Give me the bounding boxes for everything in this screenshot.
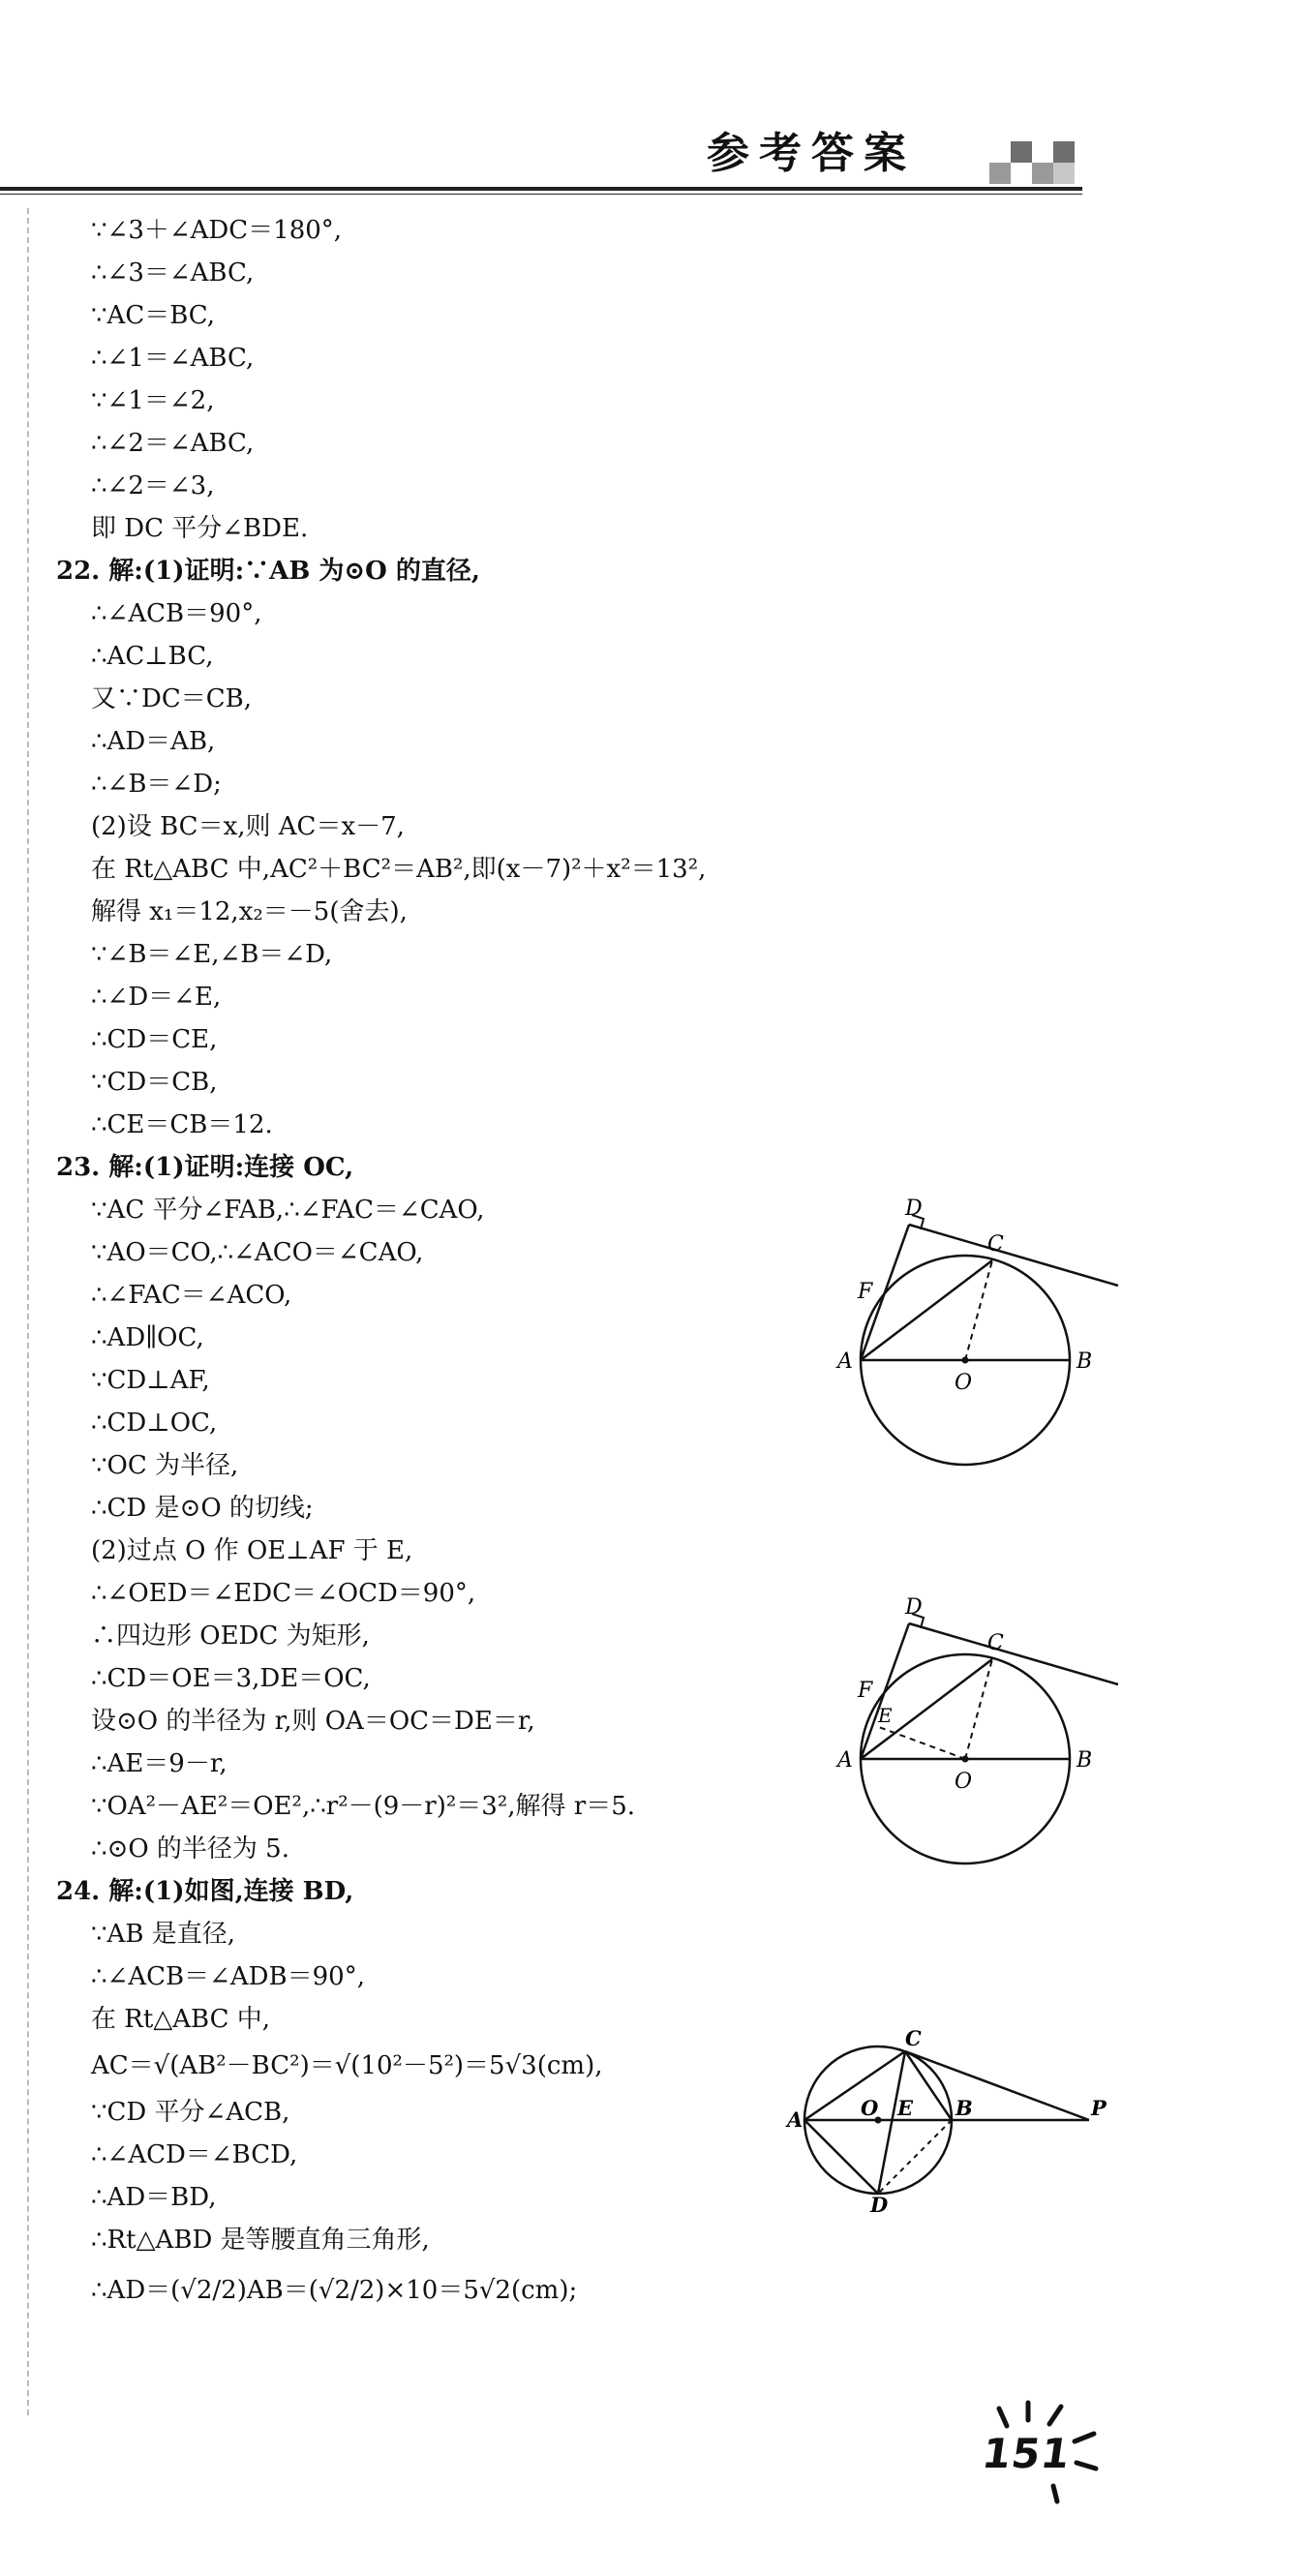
- text-line: ∴AC⊥BC,: [91, 642, 214, 671]
- header-checker-decoration: [989, 130, 1084, 184]
- text-line: ∴∠OED＝∠EDC＝∠OCD＝90°,: [91, 1579, 476, 1608]
- text-line: ∴AE＝9－r,: [91, 1749, 227, 1778]
- text-line: ∴⊙O 的半径为 5.: [91, 1834, 289, 1864]
- text-line: ∴∠3＝∠ABC,: [91, 258, 255, 288]
- text-line: ∴CD＝OE＝3,DE＝OC,: [91, 1664, 371, 1693]
- text-line: ∵∠B＝∠E,∠B＝∠D,: [91, 940, 333, 969]
- text-line: ∵OA²－AE²＝OE²,∴r²－(9－r)²＝3²,解得 r＝5.: [91, 1792, 636, 1821]
- text-line: ∵∠3＋∠ADC＝180°,: [91, 216, 343, 245]
- page-number: 151: [979, 2430, 1075, 2477]
- text-line: ∴∠FAC＝∠ACO,: [91, 1281, 292, 1310]
- text-line: ∴∠2＝∠3,: [91, 471, 215, 500]
- text-line: ∴AD∥OC,: [91, 1323, 204, 1352]
- problem-24-heading: 24. 解:(1)如图,连接 BD,: [56, 1877, 354, 1906]
- text-line: ∴∠D＝∠E,: [91, 983, 222, 1012]
- text-line: 设⊙O 的半径为 r,则 OA＝OC＝DE＝r,: [91, 1707, 535, 1736]
- text-line: ∴∠2＝∠ABC,: [91, 429, 255, 458]
- text-line: ∴Rt△ABD 是等腰直角三角形,: [91, 2226, 430, 2255]
- figure-label: D: [905, 1595, 923, 1620]
- figure-label: E: [897, 2096, 914, 2120]
- text-line: 即 DC 平分∠BDE.: [91, 514, 309, 543]
- text-line: ∴CD⊥OC,: [91, 1409, 218, 1438]
- geometry-figure-2: [833, 1595, 1123, 1873]
- text-line: AC＝√(AB²－BC²)＝√(10²－5²)＝5√3(cm),: [91, 2051, 603, 2080]
- figure-label: C: [905, 2026, 922, 2050]
- figure-label: A: [837, 1349, 853, 1374]
- margin-dashed-rule: [27, 208, 29, 2415]
- figure-label: C: [987, 1232, 1004, 1257]
- text-line: ∴AD＝(√2/2)AB＝(√2/2)×10＝5√2(cm);: [91, 2276, 578, 2305]
- text-line: ∵AO＝CO,∴∠ACO＝∠CAO,: [91, 1238, 424, 1267]
- figure-label: A: [837, 1748, 853, 1773]
- figure-label: O: [861, 2096, 879, 2120]
- figure-label: D: [905, 1197, 923, 1221]
- figure-label: F: [858, 1280, 873, 1304]
- geometry-figure-3: [787, 2026, 1113, 2217]
- text-line: ∵AB 是直径,: [91, 1920, 235, 1949]
- text-line: ∵∠1＝∠2,: [91, 386, 215, 415]
- figure-label: B: [1077, 1349, 1093, 1374]
- figure-label: O: [955, 1371, 973, 1395]
- text-line: ∴CE＝CB＝12.: [91, 1110, 273, 1139]
- text-line: ∴∠1＝∠ABC,: [91, 344, 255, 373]
- header-rule: [0, 187, 1082, 191]
- text-line: ∵CD 平分∠ACB,: [91, 2098, 290, 2127]
- text-line: (2)设 BC＝x,则 AC＝x－7,: [91, 812, 405, 841]
- text-line: ∴∠ACB＝90°,: [91, 599, 262, 628]
- figure-label: E: [878, 1704, 893, 1727]
- text-line: ∴四边形 OEDC 为矩形,: [91, 1621, 370, 1651]
- text-line: ∴CD 是⊙O 的切线;: [91, 1494, 314, 1523]
- figure-label: A: [787, 2107, 804, 2132]
- text-line: ∵AC＝BC,: [91, 301, 216, 330]
- figure-label: C: [987, 1631, 1004, 1655]
- text-line: (2)过点 O 作 OE⊥AF 于 E,: [91, 1536, 413, 1565]
- text-line: ∵AC 平分∠FAB,∴∠FAC＝∠CAO,: [91, 1196, 485, 1225]
- figure-label: F: [858, 1679, 873, 1703]
- figure-label: D: [870, 2193, 889, 2217]
- text-line: ∴∠ACB＝∠ADB＝90°,: [91, 1962, 365, 1991]
- text-line: ∵CD⊥AF,: [91, 1366, 210, 1395]
- header-rule-thin: [0, 194, 1082, 195]
- text-line: ∴∠B＝∠D;: [91, 770, 222, 799]
- text-line: ∴∠ACD＝∠BCD,: [91, 2140, 298, 2169]
- problem-23-heading: 23. 解:(1)证明:连接 OC,: [56, 1153, 354, 1182]
- text-line: ∵CD＝CB,: [91, 1068, 218, 1097]
- problem-22-heading: 22. 解:(1)证明:∵AB 为⊙O 的直径,: [56, 557, 480, 586]
- text-line: ∴AD＝BD,: [91, 2183, 217, 2212]
- figure-label: B: [955, 2096, 973, 2120]
- figure-label: B: [1077, 1748, 1093, 1773]
- text-line: ∴AD＝AB,: [91, 727, 216, 756]
- text-line: 解得 x₁＝12,x₂＝－5(舍去),: [91, 897, 408, 926]
- text-line: 在 Rt△ABC 中,AC²＋BC²＝AB²,即(x－7)²＋x²＝13²,: [91, 855, 707, 884]
- text-line: 又∵DC＝CB,: [91, 684, 253, 713]
- figure-label: P: [1091, 2096, 1107, 2120]
- page-header-title: 参考答案: [707, 129, 916, 178]
- geometry-figure-1: [833, 1197, 1123, 1476]
- figure-label: O: [955, 1770, 973, 1794]
- text-line: 在 Rt△ABC 中,: [91, 2005, 271, 2034]
- text-line: ∴CD＝CE,: [91, 1025, 218, 1054]
- text-line: ∵OC 为半径,: [91, 1451, 239, 1480]
